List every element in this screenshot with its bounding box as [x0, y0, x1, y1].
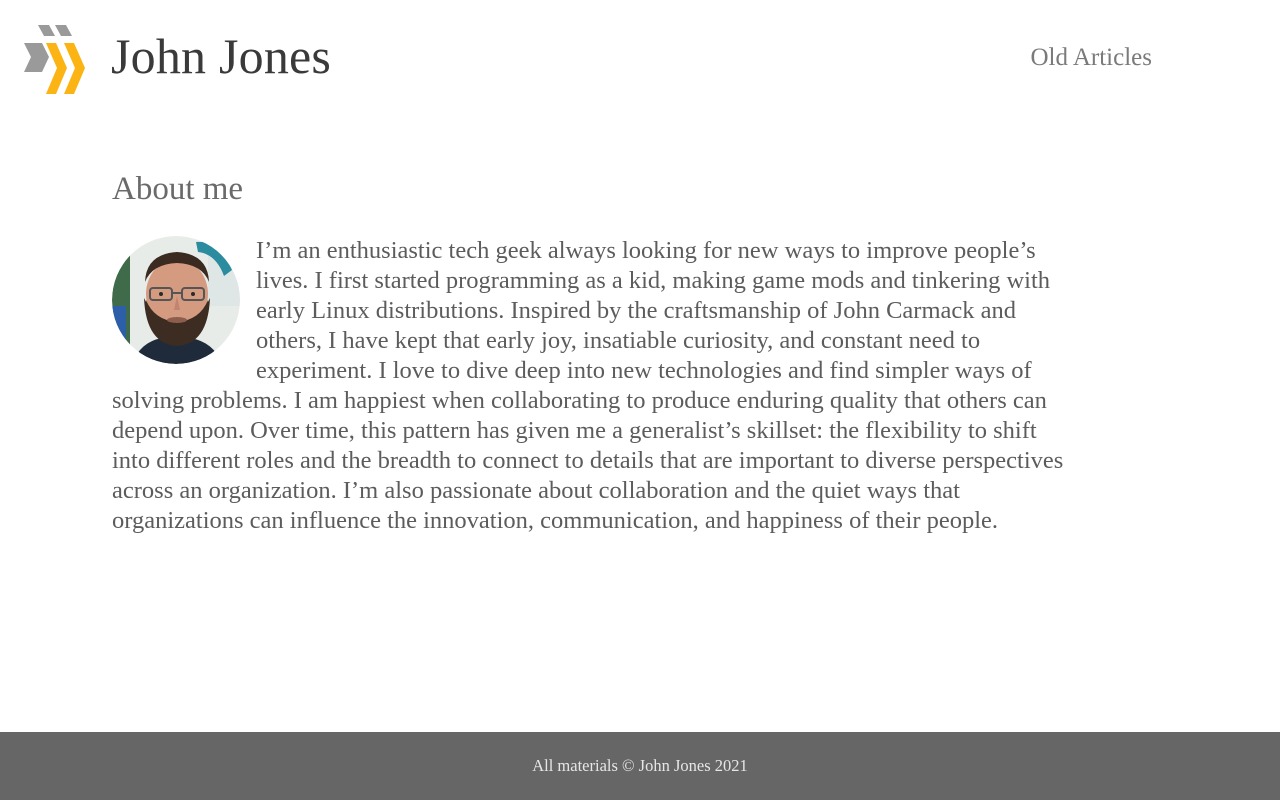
double-chevron-logo-icon	[18, 24, 86, 96]
site-header	[0, 0, 1280, 120]
site-footer	[0, 732, 1280, 800]
profile-photo	[112, 236, 240, 364]
section-title: About me	[112, 171, 244, 207]
about-section	[112, 236, 1074, 536]
copyright-text: All materials © John Jones 2021	[532, 756, 748, 775]
about-text: I’m an enthusiastic tech geek always looking for new ways to improve people’s lives. I first started programming as a kid, making game mods and tinkering with early Linux distributions. Inspired by the craftsmanship of John Carmack and others, I have kept that early joy, insatiable curiosity, and constant need to experiment. I love to dive deep into new technologies and find simpler ways of solving problems. I am happiest when collaborating to produce enduring quality that others can depend upon. Over time, this pattern has given me a generalist’s skillset: the flexibility to shift into different roles and the breadth to connect to details that are important to diverse perspectives across an organization. I’m also passionate about collaboration and the quiet ways that organizations can influence the innovation, communication, and happiness of their people.	[112, 237, 1064, 534]
site-title[interactable]: John Jones	[111, 28, 332, 84]
main-content	[112, 164, 1074, 536]
nav-old-articles-link[interactable]: Old Articles	[1030, 44, 1152, 71]
